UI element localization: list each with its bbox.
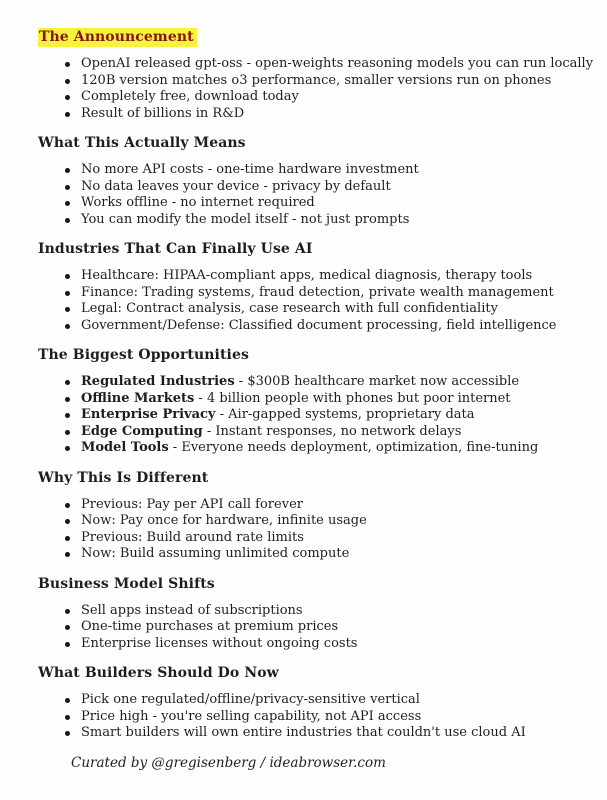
bullet-item: Now: Build assuming unlimited compute [64,546,587,563]
bullet-item: Finance: Trading systems, fraud detection, private wealth management [64,285,587,302]
section-heading: Business Model Shifts [38,575,215,592]
bullet-list [38,374,587,457]
bullet-bold-lead: Offline Markets [81,390,195,406]
section-heading [38,30,587,45]
bullet-item: 120B version matches o3 performance, smaller versions run on phones [64,73,587,90]
bullet-bold-lead: Edge Computing [81,423,203,439]
bullet-item: Pick one regulated/offline/privacy-sensitive vertical [64,692,587,709]
bullet-list [38,497,587,563]
bullet-item: OpenAI released gpt-oss - open-weights reasoning models you can run locally [64,56,587,73]
bullet-item: Result of billions in R&D [64,106,587,123]
bullet-item: Sell apps instead of subscriptions [64,603,587,620]
bullet-item: Now: Pay once for hardware, infinite usage [64,513,587,530]
bullet-list [38,268,587,334]
bullet-list [38,603,587,653]
bullet-item: Price high - you're selling capability, not API access [64,709,587,726]
bullet-item: Legal: Contract analysis, case research with full confidentiality [64,301,587,318]
bullet-item: Regulated Industries - $300B healthcare market now accessible [64,374,587,391]
document-body [38,29,594,742]
section-heading: Industries That Can Finally Use AI [38,241,313,257]
bullet-item: Government/Defense: Classified document processing, field intelligence [64,318,587,335]
bullet-item: Model Tools - Everyone needs deployment, optimization, fine-tuning [64,440,587,457]
bullet-item: No data leaves your device - privacy by default [64,179,587,196]
bullet-list [38,162,587,228]
bullet-item: Works offline - no internet required [64,195,587,212]
bullet-item: Previous: Build around rate limits [64,530,587,547]
bullet-bold-lead: Model Tools [81,440,169,455]
bullet-item: Enterprise Privacy - Air-gapped systems, proprietary data [64,407,587,424]
bullet-item: Healthcare: HIPAA-compliant apps, medical diagnosis, therapy tools [64,268,587,285]
bullet-list [38,56,594,122]
bullet-item: One-time purchases at premium prices [64,619,587,636]
bullet-item: Completely free, download today [64,89,587,106]
bullet-item: Enterprise licenses without ongoing costs [64,636,587,653]
bullet-bold-lead: Regulated Industries [81,374,235,389]
section-heading: Why This Is Different [38,469,209,486]
highlighted-heading-text: The Announcement [38,28,197,47]
section-heading: What Builders Should Do Now [38,665,279,681]
bullet-item: Smart builders will own entire industries that couldn't use cloud AI [64,725,587,742]
bullet-item: Previous: Pay per API call forever [64,497,587,514]
bullet-list [38,692,587,742]
footer-credit: Curated by @gregisenberg / ideabrowser.com [71,754,386,771]
section-heading: What This Actually Means [38,135,246,151]
bullet-item: No more API costs - one-time hardware investment [64,162,587,179]
section-heading: The Biggest Opportunities [38,347,249,363]
bullet-bold-lead: Enterprise Privacy [81,407,216,422]
bullet-item: You can modify the model itself - not just prompts [64,212,587,229]
bullet-item: Offline Markets - 4 billion people with phones but poor internet [64,391,587,408]
bullet-item: Edge Computing - Instant responses, no network delays [64,424,587,441]
